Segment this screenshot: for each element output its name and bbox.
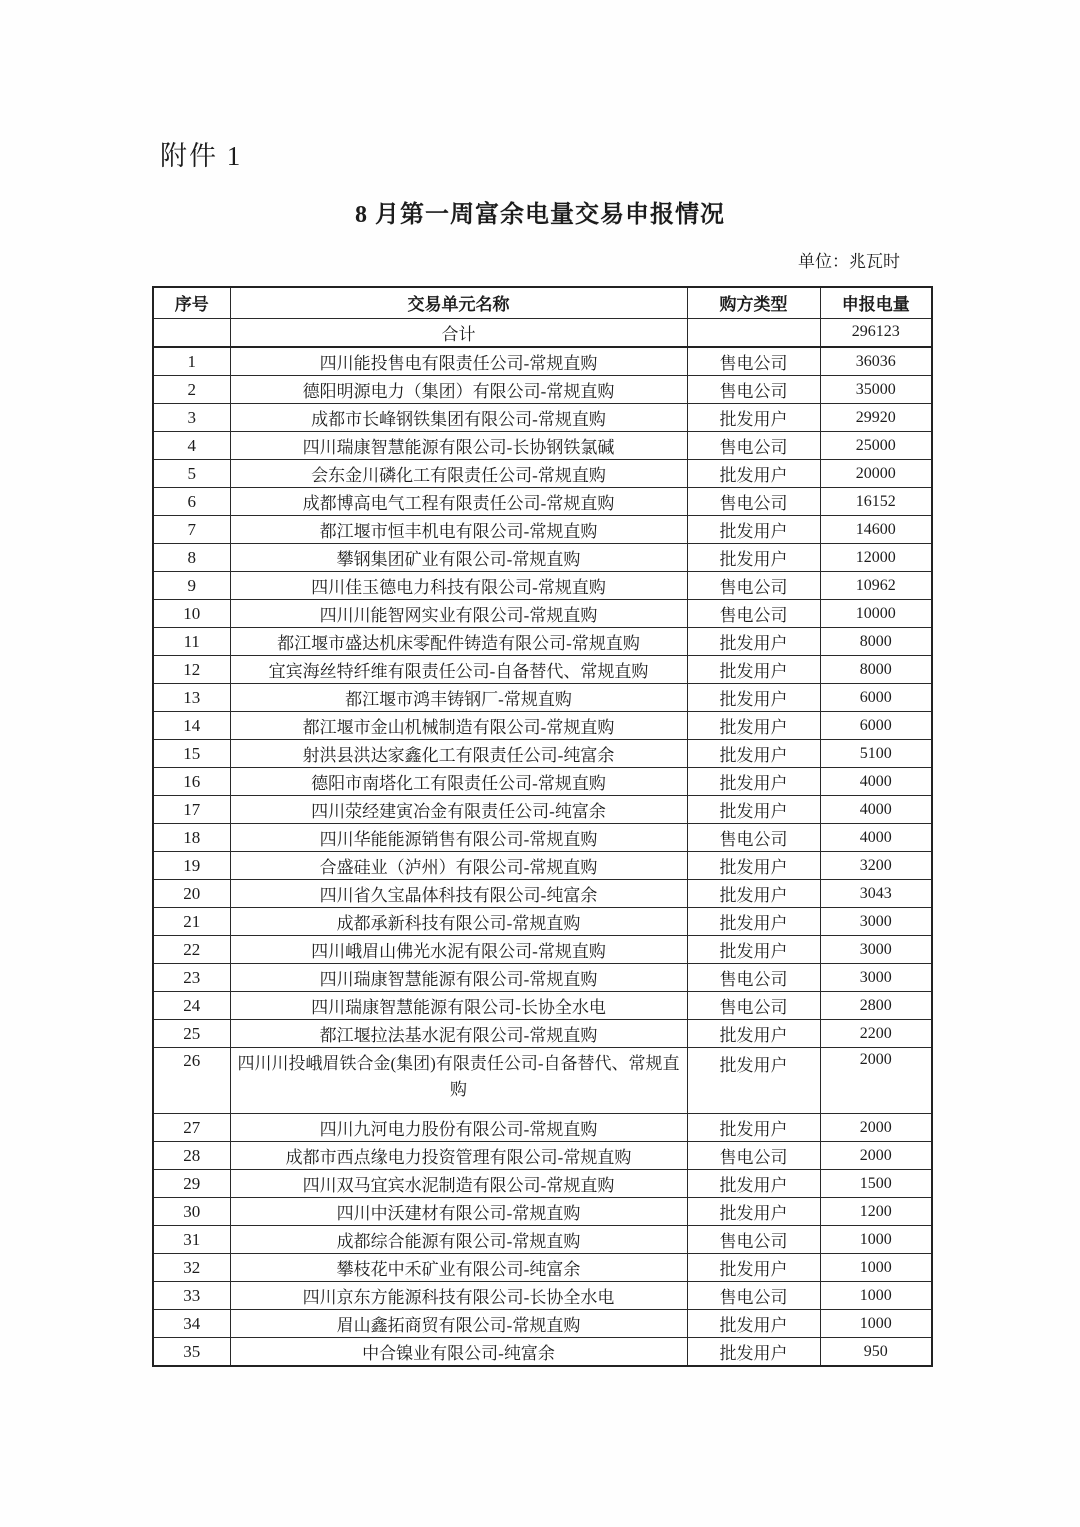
declared-volume: 20000: [820, 460, 932, 488]
row-index: 3: [153, 404, 230, 432]
buyer-type: 售电公司: [687, 572, 820, 600]
table-row: [153, 347, 932, 376]
row-index: 17: [153, 796, 230, 824]
declared-volume: 1500: [820, 1170, 932, 1198]
row-index: 32: [153, 1254, 230, 1282]
unit-name: 宜宾海丝特纤维有限责任公司-自备替代、常规直购: [230, 656, 687, 684]
buyer-type: 批发用户: [687, 1114, 820, 1142]
declared-volume: 16152: [820, 488, 932, 516]
table-row: [153, 796, 932, 824]
table-row: [153, 1198, 932, 1226]
buyer-type: 售电公司: [687, 432, 820, 460]
declared-volume: 3000: [820, 964, 932, 992]
table-row: [153, 544, 932, 572]
row-index: 22: [153, 936, 230, 964]
table-row: [153, 1254, 932, 1282]
total-declared-volume: 296123: [820, 318, 932, 347]
row-index: 12: [153, 656, 230, 684]
table-row: [153, 628, 932, 656]
unit-name: 射洪县洪达家鑫化工有限责任公司-纯富余: [230, 740, 687, 768]
row-index: 35: [153, 1338, 230, 1367]
buyer-type: 售电公司: [687, 1282, 820, 1310]
row-index: 20: [153, 880, 230, 908]
buyer-type: 售电公司: [687, 1226, 820, 1254]
table-row: [153, 1282, 932, 1310]
declared-volume: 12000: [820, 544, 932, 572]
unit-name: 德阳市南塔化工有限责任公司-常规直购: [230, 768, 687, 796]
unit-name: 四川川能智网实业有限公司-常规直购: [230, 600, 687, 628]
unit-name: 攀枝花中禾矿业有限公司-纯富余: [230, 1254, 687, 1282]
buyer-type: 批发用户: [687, 656, 820, 684]
row-index: 25: [153, 1020, 230, 1048]
unit-name: 成都市西点缘电力投资管理有限公司-常规直购: [230, 1142, 687, 1170]
row-index: 29: [153, 1170, 230, 1198]
row-index: 23: [153, 964, 230, 992]
header-declared-volume: 申报电量: [820, 287, 932, 318]
row-index: 31: [153, 1226, 230, 1254]
declared-volume: 2800: [820, 992, 932, 1020]
table-row: [153, 488, 932, 516]
buyer-type: 批发用户: [687, 712, 820, 740]
row-index: 2: [153, 376, 230, 404]
declared-volume: 2200: [820, 1020, 932, 1048]
declared-volume: 4000: [820, 824, 932, 852]
page-title: 8 月第一周富余电量交易申报情况: [355, 202, 725, 228]
buyer-type: 批发用户: [687, 908, 820, 936]
unit-name: 都江堰市鸿丰铸钢厂-常规直购: [230, 684, 687, 712]
buyer-type: 批发用户: [687, 880, 820, 908]
table-row: [153, 824, 932, 852]
buyer-type: 批发用户: [687, 936, 820, 964]
buyer-type: 批发用户: [687, 516, 820, 544]
buyer-type: 批发用户: [687, 1048, 820, 1114]
table-row: [153, 572, 932, 600]
unit-note: 单位：兆瓦时: [798, 252, 900, 271]
declared-volume: 4000: [820, 768, 932, 796]
buyer-type: 售电公司: [687, 964, 820, 992]
unit-name: 成都博高电气工程有限责任公司-常规直购: [230, 488, 687, 516]
declared-volume: 1000: [820, 1254, 932, 1282]
row-index: 7: [153, 516, 230, 544]
row-index: 30: [153, 1198, 230, 1226]
declared-volume: 1000: [820, 1310, 932, 1338]
unit-name: 四川峨眉山佛光水泥有限公司-常规直购: [230, 936, 687, 964]
header-row-index: 序号: [153, 287, 230, 318]
table-row: [153, 1170, 932, 1198]
table-row: [153, 1226, 932, 1254]
buyer-type: 批发用户: [687, 628, 820, 656]
unit-name: 德阳明源电力（集团）有限公司-常规直购: [230, 376, 687, 404]
declared-volume: 3000: [820, 908, 932, 936]
unit-name: 四川省久宝晶体科技有限公司-纯富余: [230, 880, 687, 908]
declared-volume: 29920: [820, 404, 932, 432]
row-index: 27: [153, 1114, 230, 1142]
unit-name: 四川京东方能源科技有限公司-长协全水电: [230, 1282, 687, 1310]
table-body: [153, 318, 932, 1366]
unit-name: 四川双马宜宾水泥制造有限公司-常规直购: [230, 1170, 687, 1198]
unit-name: 四川瑞康智慧能源有限公司-常规直购: [230, 964, 687, 992]
table-row: [153, 656, 932, 684]
declared-volume: 2000: [820, 1114, 932, 1142]
row-index: 13: [153, 684, 230, 712]
report-table: [152, 286, 933, 1367]
table-row: [153, 1020, 932, 1048]
unit-name: 成都承新科技有限公司-常规直购: [230, 908, 687, 936]
table-row: [153, 376, 932, 404]
table-row: [153, 516, 932, 544]
unit-name: 四川瑞康智慧能源有限公司-长协钢铁氯碱: [230, 432, 687, 460]
table-row: [153, 460, 932, 488]
unit-name: 成都市长峰钢铁集团有限公司-常规直购: [230, 404, 687, 432]
table-row: [153, 740, 932, 768]
buyer-type: 售电公司: [687, 1142, 820, 1170]
row-index: 11: [153, 628, 230, 656]
table-row: [153, 1142, 932, 1170]
row-index: 9: [153, 572, 230, 600]
declared-volume: 3000: [820, 936, 932, 964]
row-index: 28: [153, 1142, 230, 1170]
row-index: 34: [153, 1310, 230, 1338]
declared-volume: 1000: [820, 1282, 932, 1310]
unit-name: 四川华能能源销售有限公司-常规直购: [230, 824, 687, 852]
unit-name: 眉山鑫拓商贸有限公司-常规直购: [230, 1310, 687, 1338]
unit-name: 四川能投售电有限责任公司-常规直购: [230, 347, 687, 376]
buyer-type: 批发用户: [687, 740, 820, 768]
header-unit-name: 交易单元名称: [230, 287, 687, 318]
declared-volume: 1000: [820, 1226, 932, 1254]
buyer-type: 售电公司: [687, 376, 820, 404]
row-index: 18: [153, 824, 230, 852]
declared-volume: 2000: [820, 1142, 932, 1170]
buyer-type: 售电公司: [687, 347, 820, 376]
table-row: [153, 852, 932, 880]
table-row: [153, 600, 932, 628]
declared-volume: 6000: [820, 684, 932, 712]
header-buyer-type: 购方类型: [687, 287, 820, 318]
report-table-wrap: [152, 286, 933, 1367]
table-row: [153, 404, 932, 432]
unit-name: 都江堰拉法基水泥有限公司-常规直购: [230, 1020, 687, 1048]
unit-name: 四川中沃建材有限公司-常规直购: [230, 1198, 687, 1226]
row-index: 4: [153, 432, 230, 460]
table-row: [153, 880, 932, 908]
buyer-type: 批发用户: [687, 544, 820, 572]
table-row: [153, 1114, 932, 1142]
unit-name: 攀钢集团矿业有限公司-常规直购: [230, 544, 687, 572]
buyer-type: 售电公司: [687, 824, 820, 852]
unit-name: 都江堰市恒丰机电有限公司-常规直购: [230, 516, 687, 544]
unit-name: 都江堰市金山机械制造有限公司-常规直购: [230, 712, 687, 740]
row-index: 21: [153, 908, 230, 936]
buyer-type: 批发用户: [687, 684, 820, 712]
unit-name: 都江堰市盛达机床零配件铸造有限公司-常规直购: [230, 628, 687, 656]
declared-volume: 1200: [820, 1198, 932, 1226]
buyer-type: 批发用户: [687, 1310, 820, 1338]
table-row: [153, 768, 932, 796]
row-index: 15: [153, 740, 230, 768]
declared-volume: 6000: [820, 712, 932, 740]
table-row: [153, 1310, 932, 1338]
declared-volume: 5100: [820, 740, 932, 768]
row-index: 19: [153, 852, 230, 880]
total-row-index: [153, 318, 230, 347]
buyer-type: 批发用户: [687, 1170, 820, 1198]
unit-name: 四川荥经建寅冶金有限责任公司-纯富余: [230, 796, 687, 824]
unit-name: 四川川投峨眉铁合金(集团)有限责任公司-自备替代、常规直购: [230, 1048, 687, 1114]
buyer-type: 售电公司: [687, 488, 820, 516]
table-row: [153, 992, 932, 1020]
declared-volume: 8000: [820, 628, 932, 656]
row-index: 14: [153, 712, 230, 740]
declared-volume: 950: [820, 1338, 932, 1367]
buyer-type: 批发用户: [687, 768, 820, 796]
buyer-type: 售电公司: [687, 600, 820, 628]
total-buyer-type: [687, 318, 820, 347]
row-index: 1: [153, 347, 230, 376]
table-row: [153, 1048, 932, 1114]
attachment-label: 附件 1: [160, 141, 243, 171]
buyer-type: 批发用户: [687, 796, 820, 824]
declared-volume: 3200: [820, 852, 932, 880]
table-row: [153, 936, 932, 964]
buyer-type: 批发用户: [687, 404, 820, 432]
declared-volume: 25000: [820, 432, 932, 460]
declared-volume: 10000: [820, 600, 932, 628]
table-row: [153, 712, 932, 740]
buyer-type: 批发用户: [687, 1198, 820, 1226]
row-index: 16: [153, 768, 230, 796]
row-index: 24: [153, 992, 230, 1020]
declared-volume: 8000: [820, 656, 932, 684]
unit-name: 会东金川磷化工有限责任公司-常规直购: [230, 460, 687, 488]
declared-volume: 3043: [820, 880, 932, 908]
declared-volume: 36036: [820, 347, 932, 376]
unit-name: 四川瑞康智慧能源有限公司-长协全水电: [230, 992, 687, 1020]
unit-name: 中合镍业有限公司-纯富余: [230, 1338, 687, 1367]
declared-volume: 35000: [820, 376, 932, 404]
table-row: [153, 964, 932, 992]
buyer-type: 批发用户: [687, 1254, 820, 1282]
buyer-type: 批发用户: [687, 1338, 820, 1367]
buyer-type: 批发用户: [687, 1020, 820, 1048]
declared-volume: 4000: [820, 796, 932, 824]
buyer-type: 批发用户: [687, 852, 820, 880]
table-row: [153, 432, 932, 460]
row-index: 6: [153, 488, 230, 516]
row-index: 26: [153, 1048, 230, 1114]
row-index: 8: [153, 544, 230, 572]
row-index: 33: [153, 1282, 230, 1310]
unit-name: 成都综合能源有限公司-常规直购: [230, 1226, 687, 1254]
declared-volume: 2000: [820, 1048, 932, 1114]
unit-name: 合盛硅业（泸州）有限公司-常规直购: [230, 852, 687, 880]
buyer-type: 批发用户: [687, 460, 820, 488]
total-label: 合计: [230, 318, 687, 347]
unit-name: 四川佳玉德电力科技有限公司-常规直购: [230, 572, 687, 600]
row-index: 5: [153, 460, 230, 488]
total-row: [153, 318, 932, 347]
declared-volume: 10962: [820, 572, 932, 600]
unit-name: 四川九河电力股份有限公司-常规直购: [230, 1114, 687, 1142]
buyer-type: 售电公司: [687, 992, 820, 1020]
table-row: [153, 684, 932, 712]
table-header-row: [153, 287, 932, 318]
table-row: [153, 908, 932, 936]
declared-volume: 14600: [820, 516, 932, 544]
table-row: [153, 1338, 932, 1367]
row-index: 10: [153, 600, 230, 628]
